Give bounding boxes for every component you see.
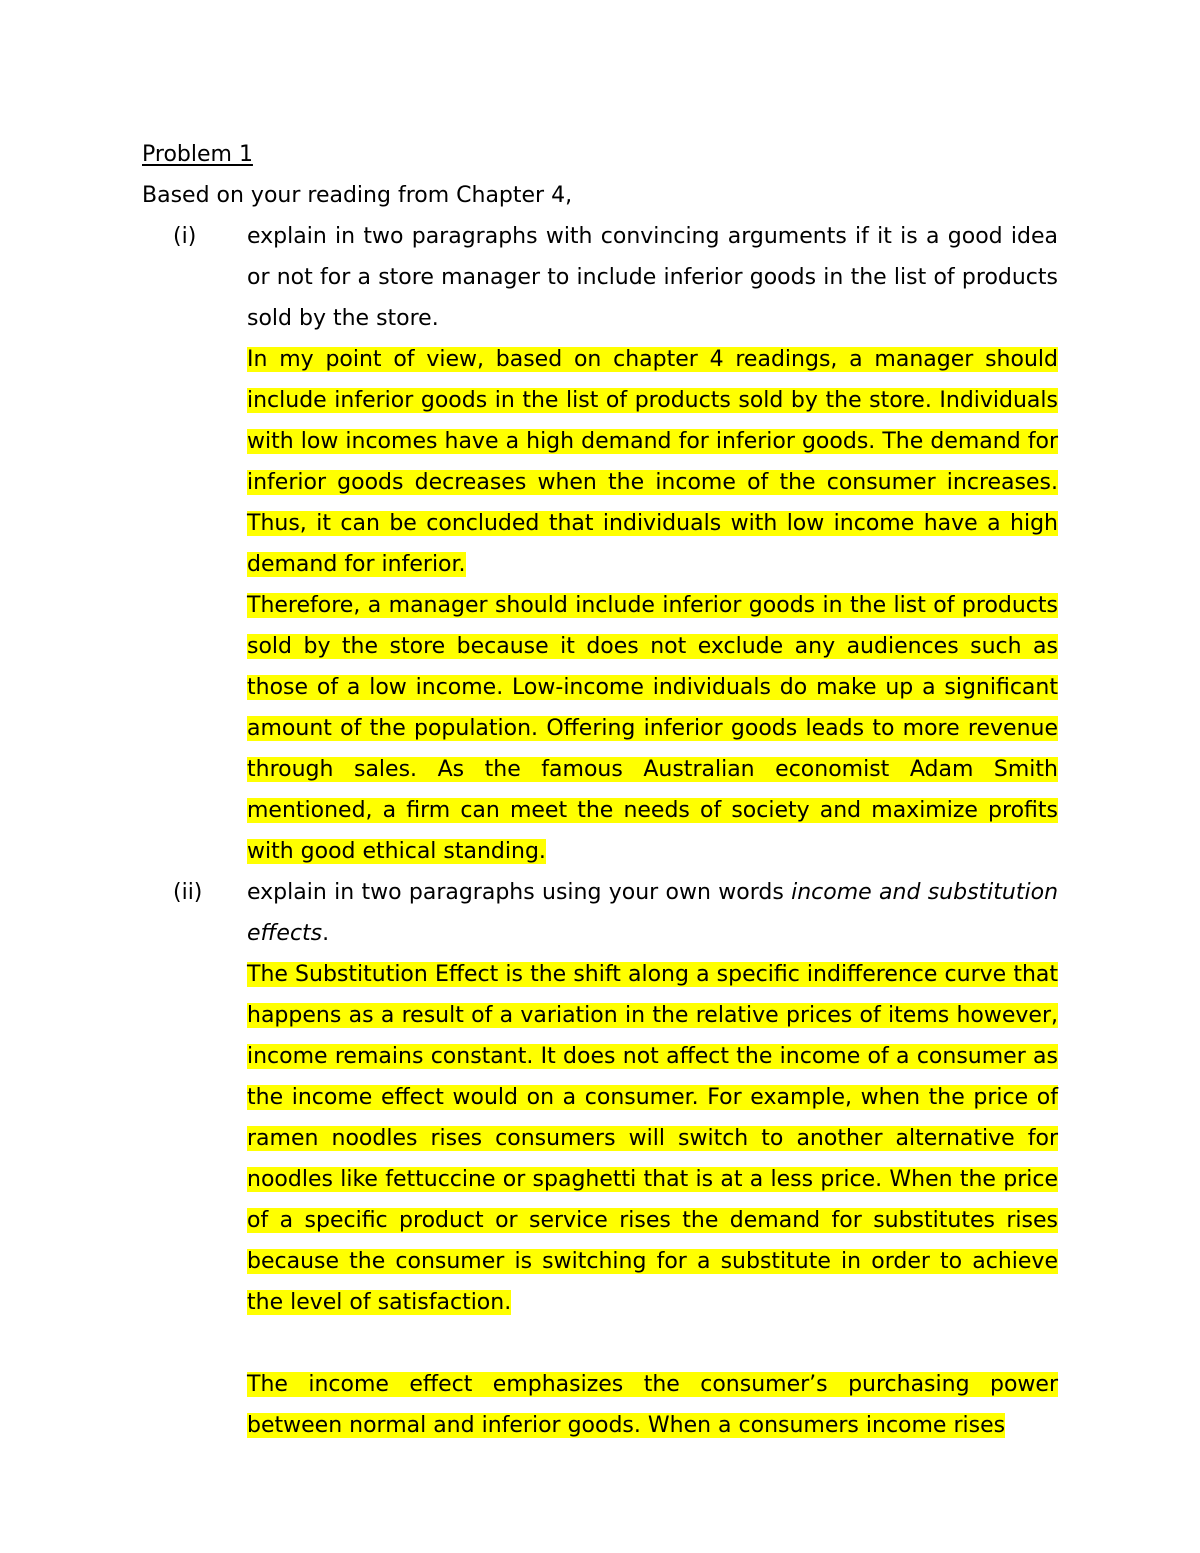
question-label-i: (i)	[173, 224, 197, 249]
highlighted-text: The income effect emphasizes the consumer’s purchasing power between normal and inferior goods. When a consumers income rises	[247, 1372, 1058, 1438]
highlighted-text: In my point of view, based on chapter 4 readings, a manager should include inferior goods in the list of products sold by the store. Individuals with low incomes have a high demand for inferior goods. The demand for inferior goods decreases when the income of the consumer increases. Thus, it can be concluded that individuals with low income have a high demand for inferior.	[247, 347, 1058, 577]
prompt-suffix: .	[322, 921, 330, 946]
question-prompt-ii	[247, 872, 1058, 954]
question-label-ii: (ii)	[173, 880, 203, 905]
answer-ii-paragraph-1	[247, 954, 1058, 1323]
answer-ii-paragraph-2	[247, 1364, 1058, 1446]
prompt-text: explain in two paragraphs using your own words	[247, 880, 792, 905]
highlighted-text: The Substitution Effect is the shift along a specific indifference curve that happens as a result of a variation in the relative prices of items however, income remains constant. It does not affect the income of a consumer as the income effect would on a consumer. For example, when the price of ramen noodles rises consumers will switch to another alternative for noodles like fettuccine or spaghetti that is at a less price. When the price of a specific product or service rises the demand for substitutes rises because the consumer is switching for a substitute in order to achieve the level of satisfaction.	[247, 962, 1058, 1315]
prompt-emphasis: income and substitution effects	[247, 880, 1059, 946]
problem-intro: Based on your reading from Chapter 4,	[142, 183, 573, 208]
answer-i-paragraph-1	[247, 339, 1058, 585]
problem-title: Problem 1	[142, 142, 253, 167]
question-prompt-i: explain in two paragraphs with convincing arguments if it is a good idea or not for a store manager to include inferior goods in the list of products sold by the store.	[247, 224, 1058, 331]
highlighted-text: Therefore, a manager should include inferior goods in the list of products sold by the store because it does not exclude any audiences such as those of a low income. Low-income individuals do make up a significant amount of the population. Offering inferior goods leads to more revenue through sales. As the famous Australian economist Adam Smith mentioned, a firm can meet the needs of society and maximize profits with good ethical standing.	[247, 593, 1058, 864]
answer-i-paragraph-2	[247, 585, 1058, 872]
